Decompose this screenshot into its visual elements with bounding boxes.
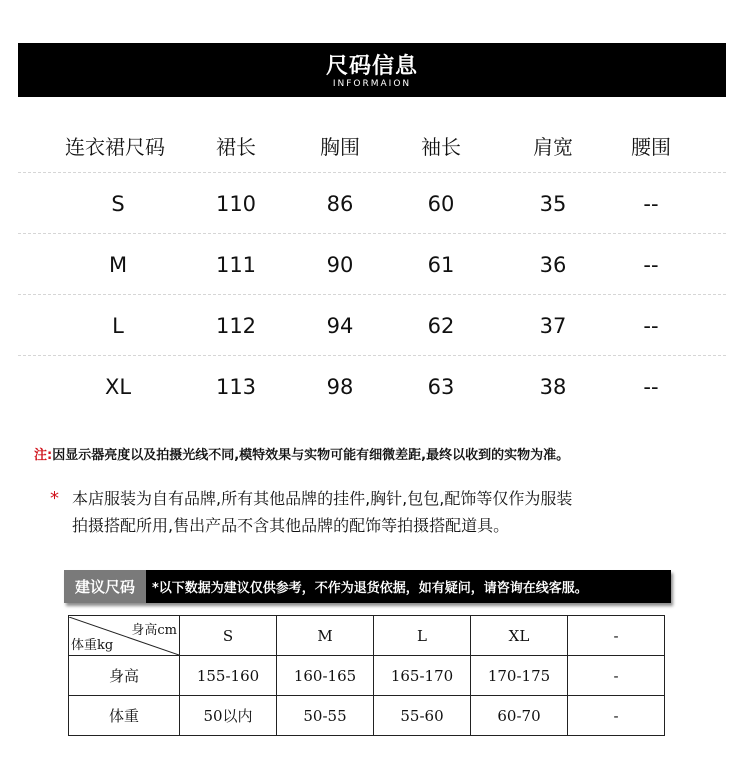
weight-cell: - — [568, 696, 665, 736]
header-skirt-length: 裙长 — [216, 134, 256, 159]
table-row — [18, 295, 726, 356]
size-header-cell: XL — [471, 616, 568, 656]
banner-title: 尺码信息 — [325, 54, 418, 79]
recommend-table — [68, 615, 665, 736]
disclaimer-line: 本店服装为自有品牌,所有其他品牌的挂件,胸针,包包,配饰等仅作为服装 — [72, 489, 573, 508]
bust-cell: 86 — [326, 191, 354, 216]
note-prefix: 注: — [34, 448, 53, 463]
header-bust: 胸围 — [320, 134, 360, 159]
size-cell: XL — [104, 374, 132, 399]
size-header-cell: S — [180, 616, 277, 656]
weight-cell: 60-70 — [471, 696, 568, 736]
size-cell: L — [112, 313, 124, 338]
asterisk-icon: * — [50, 488, 59, 509]
weight-label: 体重 — [69, 696, 180, 736]
weight-cell: 55-60 — [374, 696, 471, 736]
size-table — [18, 117, 726, 417]
corner-cell — [69, 616, 180, 656]
bust-cell: 94 — [326, 313, 354, 338]
table-row — [69, 656, 665, 696]
note-text: 因显示器亮度以及拍摄光线不同,模特效果与实物可能有细微差距,最终以收到的实物为准。 — [52, 448, 570, 463]
height-label: 身高 — [69, 656, 180, 696]
sleeve-length-cell: 63 — [427, 374, 455, 399]
waist-cell: -- — [643, 374, 659, 399]
skirt-length-cell: 113 — [215, 374, 257, 399]
recommend-label: 建议尺码 — [64, 570, 146, 603]
shoulder-width-cell: 38 — [539, 374, 567, 399]
skirt-length-cell: 112 — [215, 313, 257, 338]
weight-cell: 50以内 — [180, 696, 277, 736]
brand-disclaimer — [52, 485, 732, 539]
size-table-header — [18, 117, 726, 173]
table-row — [18, 173, 726, 234]
sleeve-length-cell: 62 — [427, 313, 455, 338]
header-shoulder-width: 肩宽 — [533, 134, 573, 159]
skirt-length-cell: 111 — [215, 252, 257, 277]
height-cell: 160-165 — [277, 656, 374, 696]
header-waist: 腰围 — [631, 134, 671, 159]
weight-cell: 50-55 — [277, 696, 374, 736]
banner-subtitle: INFORMAION — [332, 79, 412, 89]
sleeve-length-cell: 60 — [427, 191, 455, 216]
bust-cell: 90 — [326, 252, 354, 277]
table-row — [18, 234, 726, 295]
display-note — [34, 444, 569, 463]
height-cell: - — [568, 656, 665, 696]
table-row — [69, 616, 665, 656]
size-header-cell: M — [277, 616, 374, 656]
size-cell: S — [111, 191, 125, 216]
height-cell: 170-175 — [471, 656, 568, 696]
waist-cell: -- — [643, 252, 659, 277]
section-banner — [18, 43, 726, 97]
table-row — [69, 696, 665, 736]
waist-cell: -- — [643, 313, 659, 338]
disclaimer-line: 拍摄搭配所用,售出产品不含其他品牌的配饰等拍摄搭配道具。 — [72, 516, 510, 535]
size-header-cell: L — [374, 616, 471, 656]
shoulder-width-cell: 35 — [539, 191, 567, 216]
bust-cell: 98 — [326, 374, 354, 399]
corner-bottom-label: 体重kg — [71, 637, 114, 653]
height-cell: 165-170 — [374, 656, 471, 696]
corner-top-label: 身高cm — [131, 622, 177, 638]
sleeve-length-cell: 61 — [427, 252, 455, 277]
recommend-bar — [64, 570, 671, 603]
skirt-length-cell: 110 — [215, 191, 257, 216]
size-cell: M — [108, 252, 128, 277]
shoulder-width-cell: 37 — [539, 313, 567, 338]
size-header-cell: - — [568, 616, 665, 656]
shoulder-width-cell: 36 — [539, 252, 567, 277]
table-row — [18, 356, 726, 417]
header-sleeve-length: 袖长 — [421, 134, 461, 159]
header-dress-size: 连衣裙尺码 — [65, 134, 165, 159]
recommend-note: *以下数据为建议仅供参考，不作为退货依据，如有疑问，请咨询在线客服。 — [152, 581, 588, 596]
waist-cell: -- — [643, 191, 659, 216]
height-cell: 155-160 — [180, 656, 277, 696]
